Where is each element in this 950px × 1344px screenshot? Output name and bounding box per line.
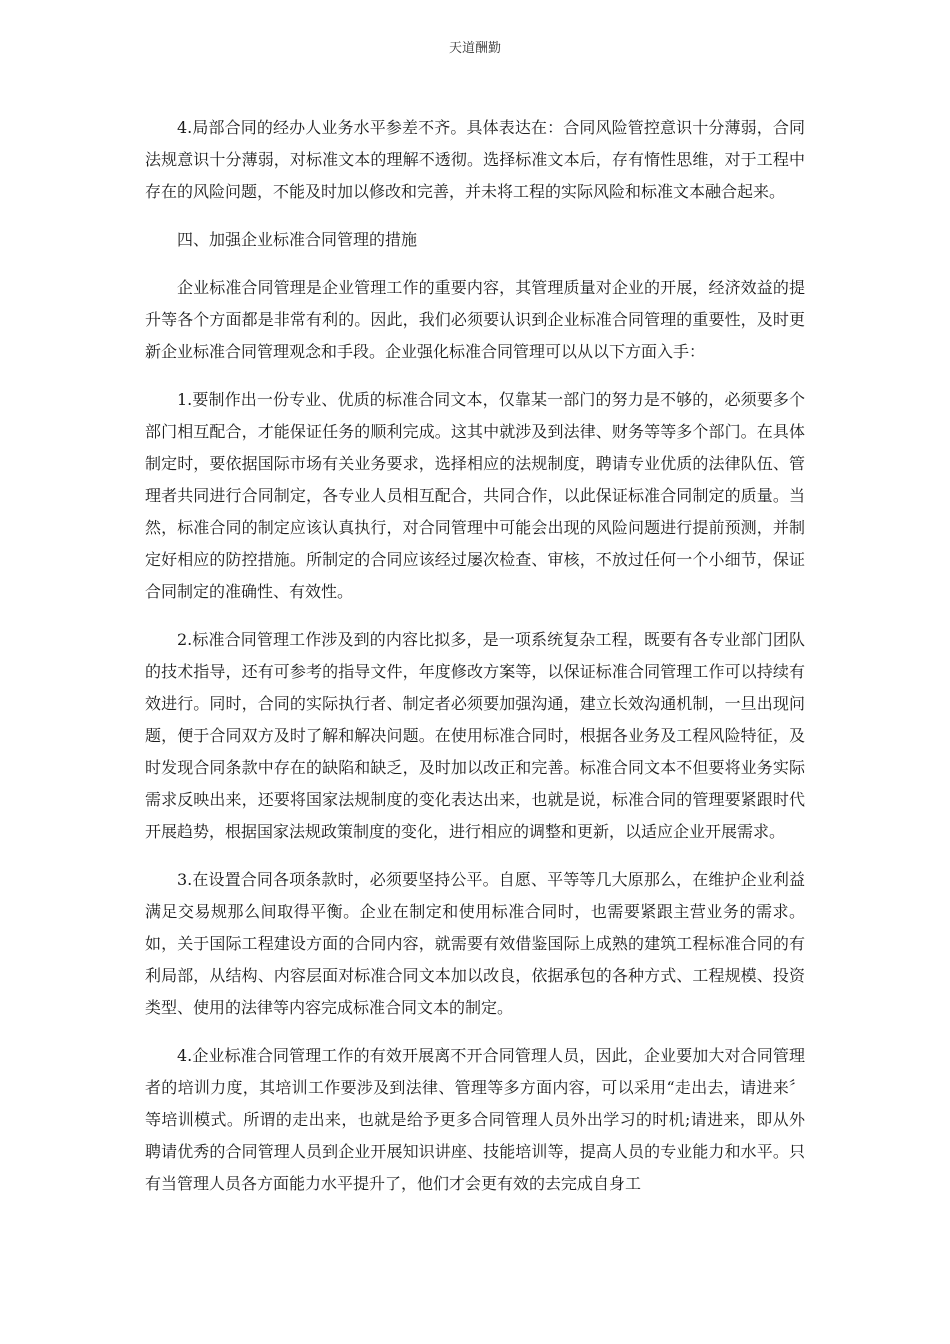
section-heading-measures: 四、加强企业标准合同管理的措施 — [177, 230, 418, 249]
page-header: 天道酬勤 — [448, 41, 501, 56]
paragraph-measure-2: 2.标准合同管理工作涉及到的内容比拟多，是一项系统复杂工程，既要有各专业部门团队的技术指导，还有可参考的指导文件，年度修改方案等，以保证标准合同管理工作可以持续有效进行。同时，合同的实际执行者、制定者必须要加强沟通，建立长效沟通机制，一旦出现问题，便于合同双方及时了解和解决问题。在使用标准合同时，根据各业务及工程风险特征，及时发现合同条款中存在的缺陷和缺乏，及时加以改正和完善。标准合同文本不但要将业务实际需求反映出来，还要将国家法规制度的变化表达出来，也就是说，标准合同的管理要紧跟时代开展趋势，根据国家法规政策制度的变化，进行相应的调整和更新，以适应企业开展需求。 — [145, 630, 805, 841]
paragraph-measure-4: 4.企业标准合同管理工作的有效开展离不开合同管理人员，因此，企业要加大对合同管理者的培训力度，其培训工作要涉及到法律、管理等多方面内容，可以采用“走出去，请进来〞等培训模式。所谓的走出来，也就是给予更多合同管理人员外出学习的时机;请进来，即从外聘请优秀的合同管理人员到企业开展知识讲座、技能培训等，提高人员的专业能力和水平。只有当管理人员各方面能力水平提升了，他们才会更有效的去完成自身工 — [145, 1046, 805, 1193]
paragraph-measure-3: 3.在设置合同各项条款时，必须要坚持公平。自愿、平等等几大原那么，在维护企业利益满足交易规那么间取得平衡。企业在制定和使用标准合同时，也需要紧跟主营业务的需求。如，关于国际工程建设方面的合同内容，就需要有效借鉴国际上成熟的建筑工程标准合同的有利局部，从结构、内容层面对标准合同文本加以改良，依据承包的各种方式、工程规模、投资类型、使用的法律等内容完成标准合同文本的制定。 — [145, 870, 805, 1017]
paragraph-intro-measures: 企业标准合同管理是企业管理工作的重要内容，其管理质量对企业的开展，经济效益的提升等各个方面都是非常有利的。因此，我们必须要认识到企业标准合同管理的重要性，及时更新企业标准合同管理观念和手段。企业强化标准合同管理可以从以下方面入手： — [145, 278, 805, 361]
paragraph-point-4-contract-staff: 4.局部合同的经办人业务水平参差不齐。具体表达在：合同风险管控意识十分薄弱，合同法规意识十分薄弱，对标准文本的理解不透彻。选择标准文本后，存有惰性思维，对于工程中存在的风险问题，不能及时加以修改和完善，并未将工程的实际风险和标准文本融合起来。 — [145, 118, 805, 201]
paragraph-measure-1: 1.要制作出一份专业、优质的标准合同文本，仅靠某一部门的努力是不够的，必须要多个部门相互配合，才能保证任务的顺利完成。这其中就涉及到法律、财务等等多个部门。在具体制定时，要依据国际市场有关业务要求，选择相应的法规制度，聘请专业优质的法律队伍、管理者共同进行合同制定，各专业人员相互配合，共同合作，以此保证标准合同制定的质量。当然，标准合同的制定应该认真执行，对合同管理中可能会出现的风险问题进行提前预测，并制定好相应的防控措施。所制定的合同应该经过屡次检查、审核，不放过任何一个小细节，保证合同制定的准确性、有效性。 — [145, 390, 805, 601]
document-body — [145, 112, 805, 1216]
